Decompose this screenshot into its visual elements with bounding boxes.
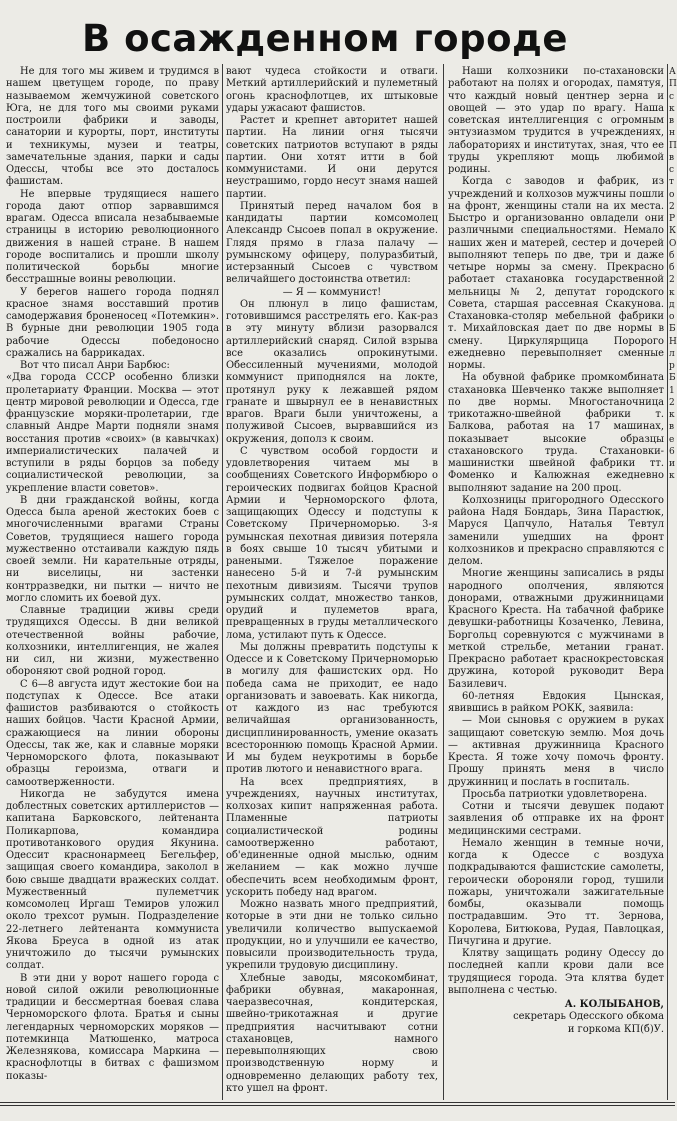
paragraph: Колхозницы пригородного Одесского района Надя Бондарь, Зина Парастюк, Маруся Цапчуло, Наталья Тевтул заменили ушедших на фронт колхозников и прекрасно справляются с делом. — [448, 494, 664, 567]
paragraph: Наши колхозники по-стахановски работают на полях и огородах, памятуя, что каждый новый центнер зерна и овощей — это удар по врагу. Наша советская интеллигенция с огромным энтузиазмом трудится в учреждениях, лабораториях и институтах, зная, что ее труды укрепляют мощь любимой родины. — [448, 66, 664, 175]
paragraph: Славные традиции живы среди трудящихся Одессы. В дни великой отечественной войны рабочие, колхозники, интеллигенция, не жалея ни сил, ни жизни, мужественно обороняют свой родной город. — [6, 605, 219, 678]
bottom-rule — [0, 1105, 675, 1106]
paragraph: С чувством особой гордости и удовлетворения читаем мы в сообщениях Советского Информбюро о героических подвигах бойцов Красной Армии и Черноморского флота, защищающих Одессу и подступы к Советскому Причерноморью. 3-я румынская пехотная дивизия потеряла в боях свыше 10 тысяч убитыми и ранеными. Тяжелое поражение нанесено 5-й и 7-й румынским пехотным дивизиям. Тысячи трупов румынских солдат, множество танков, орудий и пулеметов врага, превращенных в груды металлического лома, устилают путь к Одессе. — [226, 445, 438, 641]
paragraph: Хлебные заводы, мясокомбинат, фабрики обувная, макаронная, чаеразвесочная, кондитерская, швейно-трикотажная и другие предприятия насчитывают сотни стахановцев, намного перевыполняющих свою производственную норму и одновременно делающих работу тех, кто ушел на фронт. — [226, 972, 438, 1094]
paragraph: Немало женщин в темные ночи, когда к Одессе с воздуха подкрадываются фашистские самолеты, героически обороняли город, тушили пожары, уничтожали зажигательные бомбы, оказывали помощь пострадавшим. Это тт. Зернова, Королева, Битюкова, Рудая, Павлоцкая, Пичугина и другие. — [448, 837, 664, 947]
column-divider — [443, 64, 444, 1100]
paragraph: Вот что писал Анри Барбюс: — [20, 360, 170, 371]
paragraph: Принятый перед началом боя в кандидаты партии комсомолец Александр Сысоев попал в окружение. Глядя прямо в глаза палачу — румынскому офицеру, полуразбитый, истерзанный Сысоев с чувством величайшего достоинства ответил: — [226, 200, 438, 286]
paragraph: Просьба патриотки удовлетворена. — [462, 788, 648, 800]
author-signature: А. КОЛЫБАНОВ, — [564, 999, 664, 1010]
paragraph: Сотни и тысячи девушек подают заявления об отправке их на фронт медицинскими сестрами. — [448, 801, 664, 837]
paragraph: Растет и крепнет авторитет нашей партии. На линии огня тысячи советских патриотов вступают в ряды партии. Они хотят итти в бой коммунистами. И они дерутся неустрашимо, гордо несут знамя нашей партии. — [226, 115, 438, 200]
article-column-1 — [6, 66, 219, 1098]
paragraph: Никогда не забудутся имена доблестных советских артиллеристов — капитана Барковского, лейтенанта Поликарпова, командира противотанкового орудия Якунина. Одессит краснонармеец Бегельфер, защищая своего командира, заколол в бою свыше двадцати вражеских солдат. Мужественный пулеметчик комсомолец Иргаш Темиров уложил около трехсот румын. Подразделение 22-летнего лейтенанта коммуниста Якова Бреуса в одной из атак уничтожило до тысячи румынских солдат. — [6, 788, 219, 972]
paragraph: На обувной фабрике промкомбината стахановка Шевченко также выполняет по две нормы. Многостаночница трикотажно-швейной фабрики т. Балкова, работая на 17 машинах, показывает высокие образцы стахановского труда. Стахановки-машинистки швейной фабрики тт. Фоменко и Калюжная ежедневно выполняют задание на 200 проц. — [448, 372, 664, 494]
article-column-3 — [448, 66, 664, 1098]
paragraph: С 6—8 августа идут жестокие бои на подступах к Одессе. Все атаки фашистов разбиваются о стойкость наших бойцов. Части Красной Армии, сражающиеся на линии обороны Одессы, так же, как и славные моряки Черноморского флота, показывают образцы героизма, отваги и самоотверженности. — [6, 678, 219, 788]
paragraph: Клятву защищать родину Одессу до последней капли крови дали все трудящиеся города. Эта клятва будет выполнена с честью. — [448, 948, 664, 996]
paragraph: Мы должны превратить подступы к Одессе и к Советскому Причерноморью в могилу для фашистских орд. Но победа сама не приходит, ее надо организовать и завоевать. Как никогда, от каждого из нас требуются величайшая организованность, дисциплинированность, умение оказать всестороннюю помощь Красной Армии. И мы будем неукротимы в борьбе против лютого и ненавистного врага. — [226, 641, 438, 776]
article-column-2 — [226, 66, 438, 1098]
paragraph: Не впервые трудящиеся нашего города дают отпор зарвавшимся врагам. Одесса вписала незабываемые страницы в историю революционного движения в нашей стране. В нашем городе воспитались и прошли школу политической борьбы многие бесстрашные воины революции. — [6, 188, 219, 286]
paragraph: Он плюнул в лицо фашистам, готовившимся расстрелять его. Как-раз в эту минуту вблизи разорвался артиллерийский снаряд. Силой взрыва все оказались опрокинутыми. Обессиленный мучениями, молодой коммунист приподнялся на локте, протянул руку к лежавшей рядом гранате и швырнул ее в ненавистных врагов. Враги были уничтожены, а полуживой Сысоев, вырвавшийся из окружения, дополз к своим. — [226, 298, 438, 445]
paragraph: У берегов нашего города поднял красное знамя восставший против самодержавия броненосец «Потемкин». В бурные дни революции 1905 года рабочие Одессы победоносно сражались на баррикадах. — [6, 286, 219, 359]
author-title: и горкома КП(б)У. — [567, 1023, 664, 1035]
paragraph: вают чудеса стойкости и отваги. Меткий артиллерийский и пулеметный огонь краснофлотцев, их штыковые удары ужасают фашистов. — [226, 66, 438, 114]
paragraph: Не для того мы живем и трудимся в нашем цветущем городе, по праву называемом жемчужиной советского Юга, не для того мы своими руками построили фабрики и заводы, санатории и курорты, порт, институты и техникумы, музеи и театры, замечательные здания, парки и сады Одессы, чтобы все это досталось фашистам. — [6, 66, 219, 188]
paragraph: Многие женщины записались в ряды народного ополчения, являются донорами, отважными дружинницами Красного Креста. На табачной фабрике девушки-работницы Козаченко, Левина, Боргольц соревнуются с мужчинами в меткой стрельбе, метании гранат. Прекрасно работает краснокрестовская дружина, которой руководит Вера Базилевич. — [448, 568, 664, 690]
paragraph: В дни гражданской войны, когда Одесса была ареной жестоких боев с многочисленными врагами Страны Советов, трудящиеся нашего города мужественно отстаивали каждую пядь своей земли. Ни карательные отряды, ни виселицы, ни застенки контрразведки, ни пытки — ничто не могло сломить их боевой дух. — [6, 494, 219, 604]
paragraph: На всех предприятиях, в учреждениях, научных институтах, колхозах кипит напряженная работа. Пламенные патриоты социалистической родины самоотверженно работают, об'единенные одной мыслью, одним желанием — как можно лучше обеспечить всем необходимым фронт, ускорить победу над врагом. — [226, 776, 438, 898]
paragraph: В эти дни у ворот нашего города с новой силой ожили революционные традиции и бессмертная боевая слава Черноморского флота. Братья и сыны легендарных черноморских моряков — потемкинца Матюшенко, матроса Железнякова, комиссара Маркина — краснофлотцы в битвах с фашизмом показы- — [6, 972, 219, 1082]
dialogue-line: — Я — коммунист! — [282, 286, 382, 298]
adjacent-article-edge: А П с к в н П в с т о 2 Р К О б б 2 к д о Б Н л р Б 1 2 к в е 6 и к — [669, 67, 677, 482]
paragraph: 60-летняя Евдокия Цынская, явившись в райком РОКК, заявила: — [448, 690, 664, 714]
article-headline: В осажденном городе — [81, 17, 568, 60]
author-title: секретарь Одесского обкома — [513, 1011, 664, 1023]
bottom-rule — [0, 1102, 675, 1103]
column-divider — [667, 64, 668, 1100]
paragraph: Можно назвать много предприятий, которые в эти дни не только сильно увеличили количество выпускаемой продукции, но и улучшили ее качество, повысили производительность труда, укрепили трудовую дисциплину. — [226, 899, 438, 972]
column-divider — [222, 64, 223, 1100]
quote-paragraph: «Два города СССР особенно близки пролетариату Франции. Москва — этот центр мировой революции и Одесса, где французские моряки-пролетарии, где славный Андре Марти подняли знамя восстания против «своих» (в кавычках) империалистических палачей и вступили в ряды борцов за победу социалистической революции, за укрепление власти советов». — [6, 372, 219, 494]
paragraph: — Мои сыновья с оружием в руках защищают советскую землю. Моя дочь — активная дружинница Красного Креста. Я тоже хочу помочь фронту. Прошу принять меня в число дружинниц и послать в госпиталь. — [448, 715, 664, 788]
paragraph: Когда с заводов и фабрик, из учреждений и колхозов мужчины пошли на фронт, женщины стали на их места. Быстро и организованно овладели они различными специальностями. Немало наших жен и матерей, сестер и дочерей выполняют теперь по две, три и даже четыре нормы за смену. Прекрасно работает стахановка государственной мельницы № 2, депутат городского Совета, старшая рассевная Скакунова. Стахановка-столяр мебельной фабрики т. Михайловская дает по две нормы в смену. Циркулярщица Поророго ежедневно перевыполняет сменные нормы. — [448, 176, 664, 371]
